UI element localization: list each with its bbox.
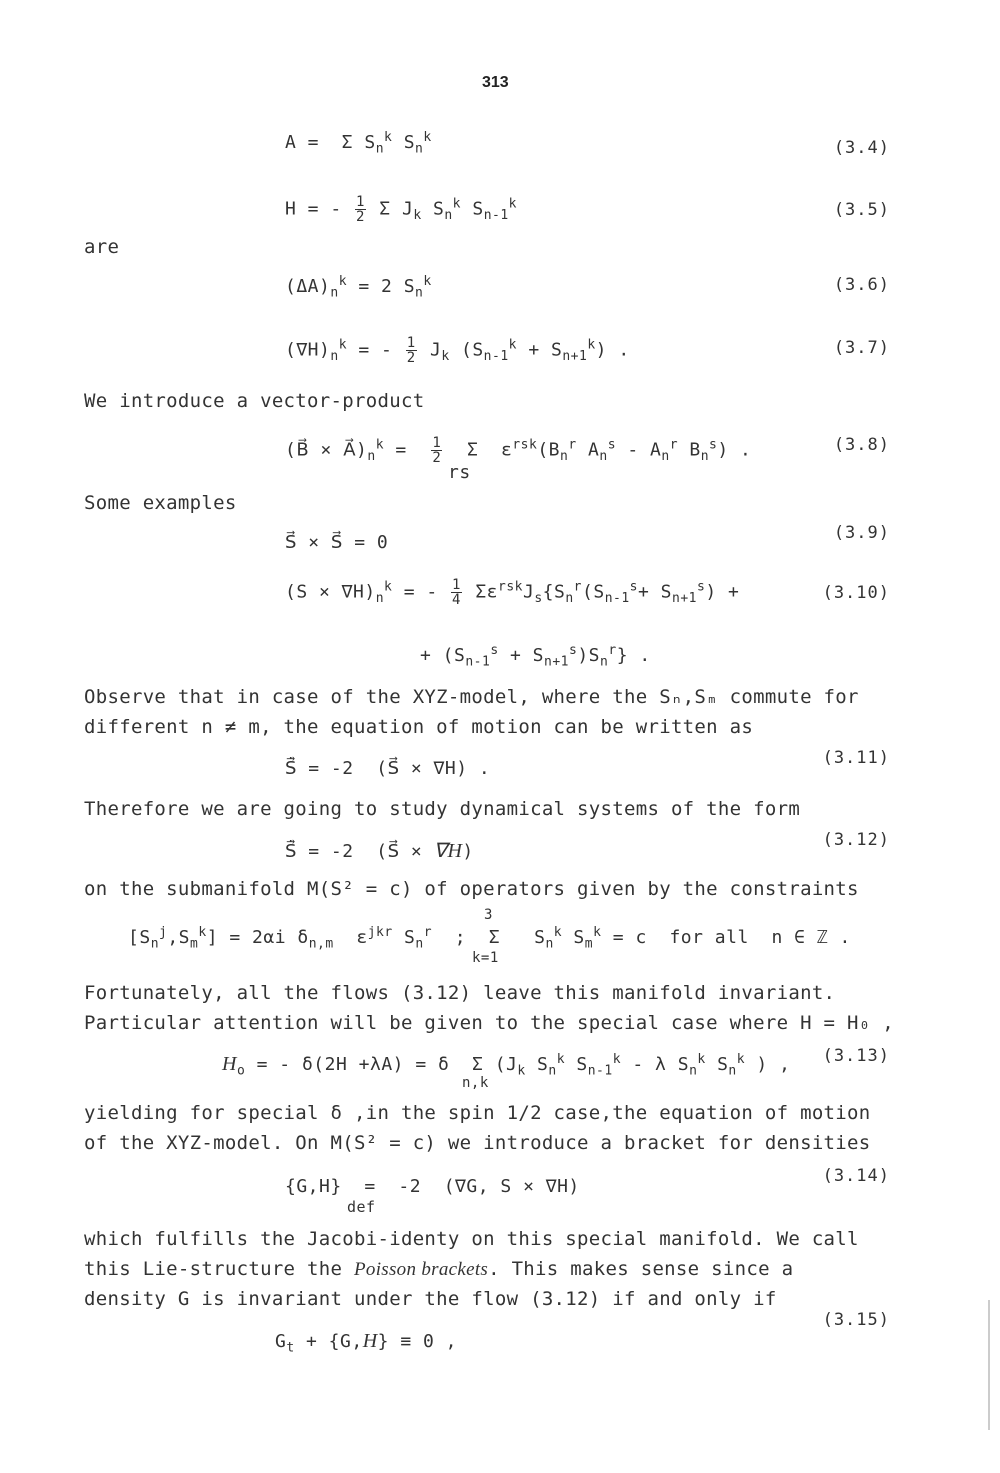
- text-line: Observe that in case of the XYZ-model, where the Sₙ,Sₘ commute for: [84, 686, 859, 708]
- text-line: yielding for special δ ,in the spin 1/2 case,the equation of motion: [84, 1102, 871, 1124]
- text-line-poisson: this Lie-structure the Poisson brackets. This makes sense since a: [84, 1258, 794, 1280]
- equation-number: (3.7): [833, 338, 890, 358]
- equation-3-10: $(S \times \nabla H)_n^k$ = - $\frac{1}{4}$ $\Sigma\varepsilon^{rsk}J_s\{S_n^r(S_{n-1}^s+ S_{n+1}^s)$ +: [285, 577, 740, 608]
- text-line: We introduce a vector-product: [84, 390, 425, 412]
- equation-3-4: A = Σ $S_n^k$ $S_n^k$: [285, 130, 432, 157]
- equation-3-5: H = - $\frac{1}{2}$ Σ $J_k$ $S_n^k$ $S_{n-1}^k$: [285, 194, 517, 225]
- sum-upper: 3: [484, 907, 493, 923]
- text-line: Therefore we are going to study dynamical systems of the form: [84, 798, 801, 820]
- equation-3-12: S⃗̇ = -2 (S⃗ × ∇H): [285, 840, 474, 862]
- equation-3-14: {G,H} = -2 (∇G, S × ∇H): [285, 1176, 580, 1197]
- equation-number: (3.10): [822, 583, 890, 603]
- equation-3-15: $G_t + \{G,H\} \equiv 0$ ,: [275, 1330, 458, 1356]
- equation-3-8: (B⃗ × $A⃗)_n^k$ = $\frac{1}{2}$ Σ $\varepsilon^{rsk}(B_n^r$ $A_n^s - A_n^r$ $B_n^s$) .: [285, 435, 752, 466]
- def-label: def: [347, 1198, 376, 1216]
- equation-number: (3.8): [833, 435, 890, 455]
- text-line: of the XYZ-model. On M(S² = c) we introduce a bracket for densities: [84, 1132, 871, 1154]
- text-line: on the submanifold M(S² = c) of operators given by the constraints: [84, 878, 859, 900]
- sum-index: n,k: [462, 1075, 489, 1091]
- equation-3-6: $(\Delta A)_n^k = 2$ $S_n^k$: [285, 274, 432, 301]
- equation-number: (3.9): [833, 523, 890, 543]
- page-number: 313: [482, 74, 509, 91]
- text-line: density G is invariant under the flow (3.12) if and only if: [84, 1288, 777, 1310]
- equation-number: (3.14): [822, 1166, 890, 1186]
- equation-3-13: $H_o$ = - δ(2H +λA) = δ Σ ($J_k$ $S_n^k$ $S_{n-1}^k$ - λ $S_n^k$ $S_n^k$ ) ,: [222, 1052, 791, 1079]
- text-line: Particular attention will be given to the special case where H = H₀ ,: [84, 1012, 894, 1034]
- sum-lower: k=1: [472, 950, 499, 966]
- equation-number: (3.6): [833, 275, 890, 295]
- equation-3-11: S⃗̇ = -2 (S⃗ × ∇H) .: [285, 758, 491, 779]
- equation-number: (3.13): [822, 1046, 890, 1066]
- text-line: which fulfills the Jacobi-identy on this special manifold. We call: [84, 1228, 859, 1250]
- equation-3-9: S⃗ × S⃗ = 0: [285, 532, 389, 553]
- text-line: different n ≠ m, the equation of motion can be written as: [84, 716, 754, 738]
- text-line: Fortunately, all the flows (3.12) leave this manifold invariant.: [84, 982, 836, 1004]
- text-line: Some examples: [84, 492, 237, 514]
- text-line: are: [84, 236, 120, 258]
- sum-index: rs: [448, 462, 471, 483]
- equation-number: (3.11): [822, 748, 890, 768]
- equation-3-10-cont: + $(S_{n-1}^s + S_{n+1}^s)S_n^r$} .: [420, 643, 651, 670]
- equation-number: (3.15): [822, 1310, 890, 1330]
- equation-3-7: $(\nabla H)_n^k$ = - $\frac{1}{2}$ $J_k$ $(S_{n-1}^k + S_{n+1}^k)$ .: [285, 335, 630, 366]
- scan-edge: [988, 1300, 990, 1430]
- equation-number: (3.4): [833, 138, 890, 158]
- constraint-equation: $[S_n^j,S_m^k] = 2\alpha i$ $\delta_{n,m}$ $\varepsilon^{jkr}$ $S_n^r$ ; Σ $S_n^k$ $S_m^k = c$ for all n ∈ ℤ .: [128, 925, 851, 952]
- equation-number: (3.5): [833, 200, 890, 220]
- equation-number: (3.12): [822, 830, 890, 850]
